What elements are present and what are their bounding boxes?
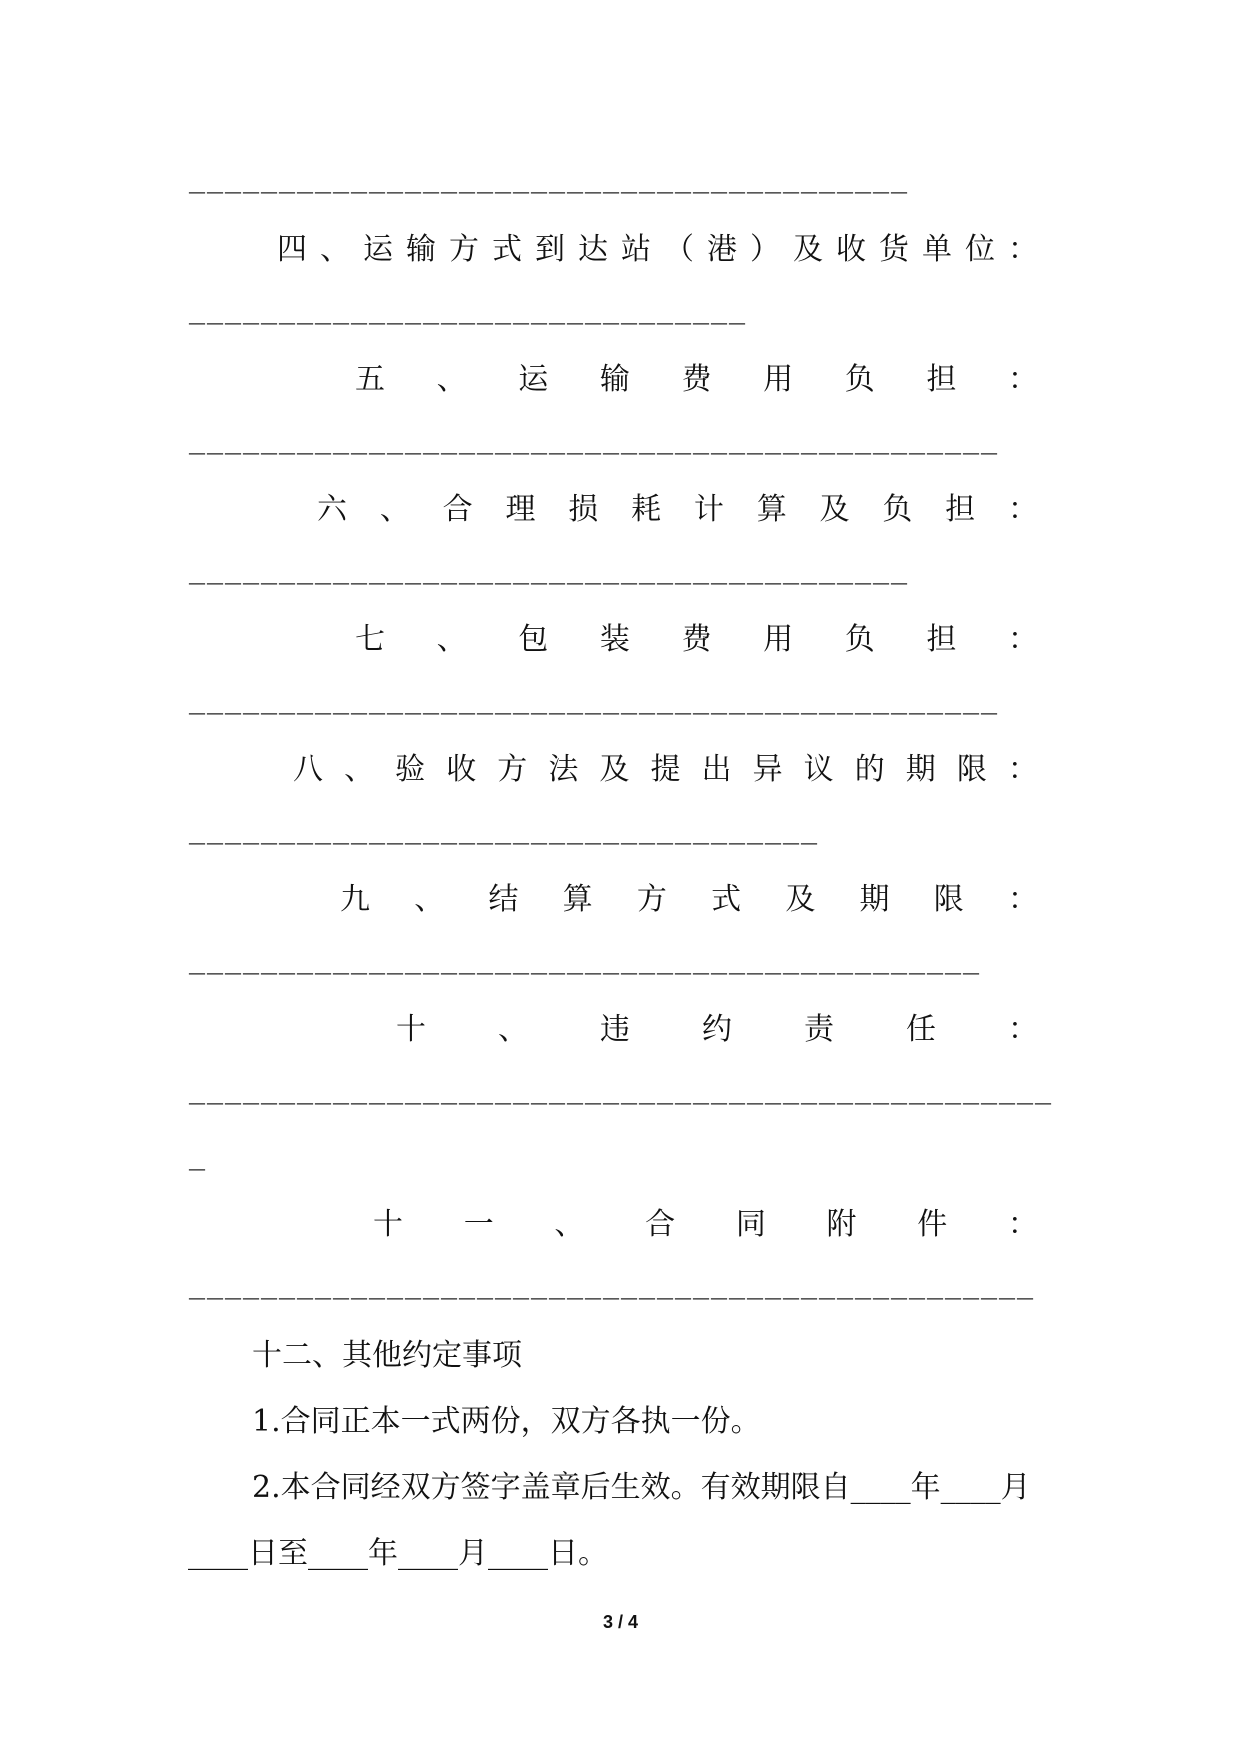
clause-2-line-1: 2.本合同经双方签字盖章后生效。有效期限自____年____月: [252, 1470, 1031, 1505]
blank-line: —: [188, 1159, 206, 1180]
clause-heading-7: [355, 620, 1038, 660]
heading-char: 期: [859, 882, 890, 917]
heading-char: 负: [882, 492, 913, 527]
heading-char: 位: [965, 232, 995, 267]
heading-char: 耗: [631, 492, 662, 527]
heading-char: 、: [498, 1012, 528, 1047]
heading-char: 提: [650, 752, 681, 787]
heading-char: ：: [1008, 232, 1038, 267]
heading-char: 方: [497, 752, 528, 787]
heading-char: 运: [518, 362, 549, 397]
heading-char: 担: [945, 492, 976, 527]
blank-line: —————————————————————————————————————————————: [188, 443, 998, 464]
heading-char: 收: [446, 752, 477, 787]
heading-char: ：: [1007, 882, 1038, 917]
blank-line: ———————————————————————————————————: [188, 833, 818, 854]
heading-char: 算: [562, 882, 593, 917]
heading-char: 合: [645, 1207, 676, 1242]
clause-2-line-2: ____日至____年____月____日。: [188, 1536, 608, 1571]
heading-char: 输: [406, 232, 436, 267]
heading-char: 、: [320, 232, 350, 267]
heading-char: ：: [1008, 622, 1038, 657]
heading-char: 八: [293, 752, 323, 787]
blank-line: ————————————————————————————————————————: [188, 573, 908, 594]
heading-char: 方: [449, 232, 479, 267]
page-number: 3 / 4: [602, 1612, 639, 1632]
heading-char: 担: [926, 622, 957, 657]
heading-char: 计: [693, 492, 724, 527]
heading-char: 六: [317, 492, 347, 527]
heading-char: ）: [750, 232, 780, 267]
heading-char: 费: [681, 362, 712, 397]
heading-char: 及: [599, 752, 630, 787]
heading-char: ：: [1007, 752, 1038, 787]
blank-line: ———————————————————————————————: [188, 313, 746, 334]
heading-char: 十: [373, 1207, 403, 1242]
heading-char: 负: [844, 622, 875, 657]
heading-char: ：: [1007, 1207, 1038, 1242]
clause-heading-10: [396, 1010, 1038, 1050]
heading-char: 式: [492, 232, 522, 267]
heading-char: 式: [711, 882, 742, 917]
heading-char: 九: [340, 882, 370, 917]
blank-line: ———————————————————————————————————————————————: [188, 1288, 1034, 1309]
heading-char: 输: [599, 362, 630, 397]
heading-char: 法: [548, 752, 579, 787]
heading-char: 到: [535, 232, 565, 267]
heading-char: 费: [681, 622, 712, 657]
clause-heading-6: [317, 490, 1038, 530]
heading-char: 五: [355, 362, 385, 397]
heading-char: 一: [463, 1207, 494, 1242]
heading-char: 限: [933, 882, 964, 917]
section-12-title: 十二、其他约定事项: [252, 1338, 522, 1373]
heading-char: 、: [436, 362, 467, 397]
heading-char: 的: [854, 752, 885, 787]
clause-heading-5: [355, 360, 1038, 400]
clause-heading-4: [277, 230, 1038, 270]
heading-char: 四: [277, 232, 307, 267]
heading-char: 同: [735, 1207, 766, 1242]
blank-line: ————————————————————————————————————————————: [188, 963, 980, 984]
heading-char: 结: [488, 882, 519, 917]
heading-char: ：: [1007, 492, 1038, 527]
heading-char: 、: [379, 492, 410, 527]
heading-char: 理: [505, 492, 536, 527]
heading-char: 、: [414, 882, 445, 917]
heading-char: 货: [879, 232, 909, 267]
blank-line: ————————————————————————————————————————————————: [188, 1093, 1052, 1114]
heading-char: 限: [956, 752, 987, 787]
heading-char: 七: [355, 622, 385, 657]
heading-char: 损: [568, 492, 599, 527]
heading-char: 、: [554, 1207, 585, 1242]
heading-char: 站: [621, 232, 651, 267]
clause-1: 1.合同正本一式两份，双方各执一份。: [252, 1404, 761, 1439]
heading-char: 及: [819, 492, 850, 527]
clause-heading-9: [340, 880, 1038, 920]
heading-char: 算: [756, 492, 787, 527]
heading-char: 港: [707, 232, 737, 267]
heading-char: ：: [1008, 362, 1038, 397]
heading-char: 件: [917, 1207, 948, 1242]
clause-heading-8: [293, 750, 1038, 790]
heading-char: 合: [442, 492, 473, 527]
heading-char: 用: [763, 622, 794, 657]
heading-char: 装: [599, 622, 630, 657]
heading-char: 及: [793, 232, 823, 267]
heading-char: 、: [344, 752, 375, 787]
heading-char: 收: [836, 232, 866, 267]
heading-char: 责: [804, 1012, 834, 1047]
blank-line: ————————————————————————————————————————: [188, 182, 908, 203]
clause-heading-11: [373, 1205, 1038, 1245]
heading-char: 负: [844, 362, 875, 397]
heading-char: 约: [702, 1012, 732, 1047]
heading-char: ：: [1008, 1012, 1038, 1047]
heading-char: 担: [926, 362, 957, 397]
heading-char: 、: [436, 622, 467, 657]
heading-char: 议: [803, 752, 834, 787]
heading-char: 单: [922, 232, 952, 267]
heading-char: 出: [701, 752, 732, 787]
heading-char: （: [664, 232, 694, 267]
heading-char: 违: [600, 1012, 630, 1047]
heading-char: 验: [395, 752, 426, 787]
heading-char: 及: [785, 882, 816, 917]
heading-char: 附: [826, 1207, 857, 1242]
heading-char: 用: [763, 362, 794, 397]
heading-char: 方: [636, 882, 667, 917]
heading-char: 期: [905, 752, 936, 787]
heading-char: 运: [363, 232, 393, 267]
heading-char: 十: [396, 1012, 426, 1047]
heading-char: 包: [518, 622, 549, 657]
blank-line: —————————————————————————————————————————————: [188, 703, 998, 724]
heading-char: 任: [906, 1012, 936, 1047]
heading-char: 达: [578, 232, 608, 267]
heading-char: 异: [752, 752, 783, 787]
